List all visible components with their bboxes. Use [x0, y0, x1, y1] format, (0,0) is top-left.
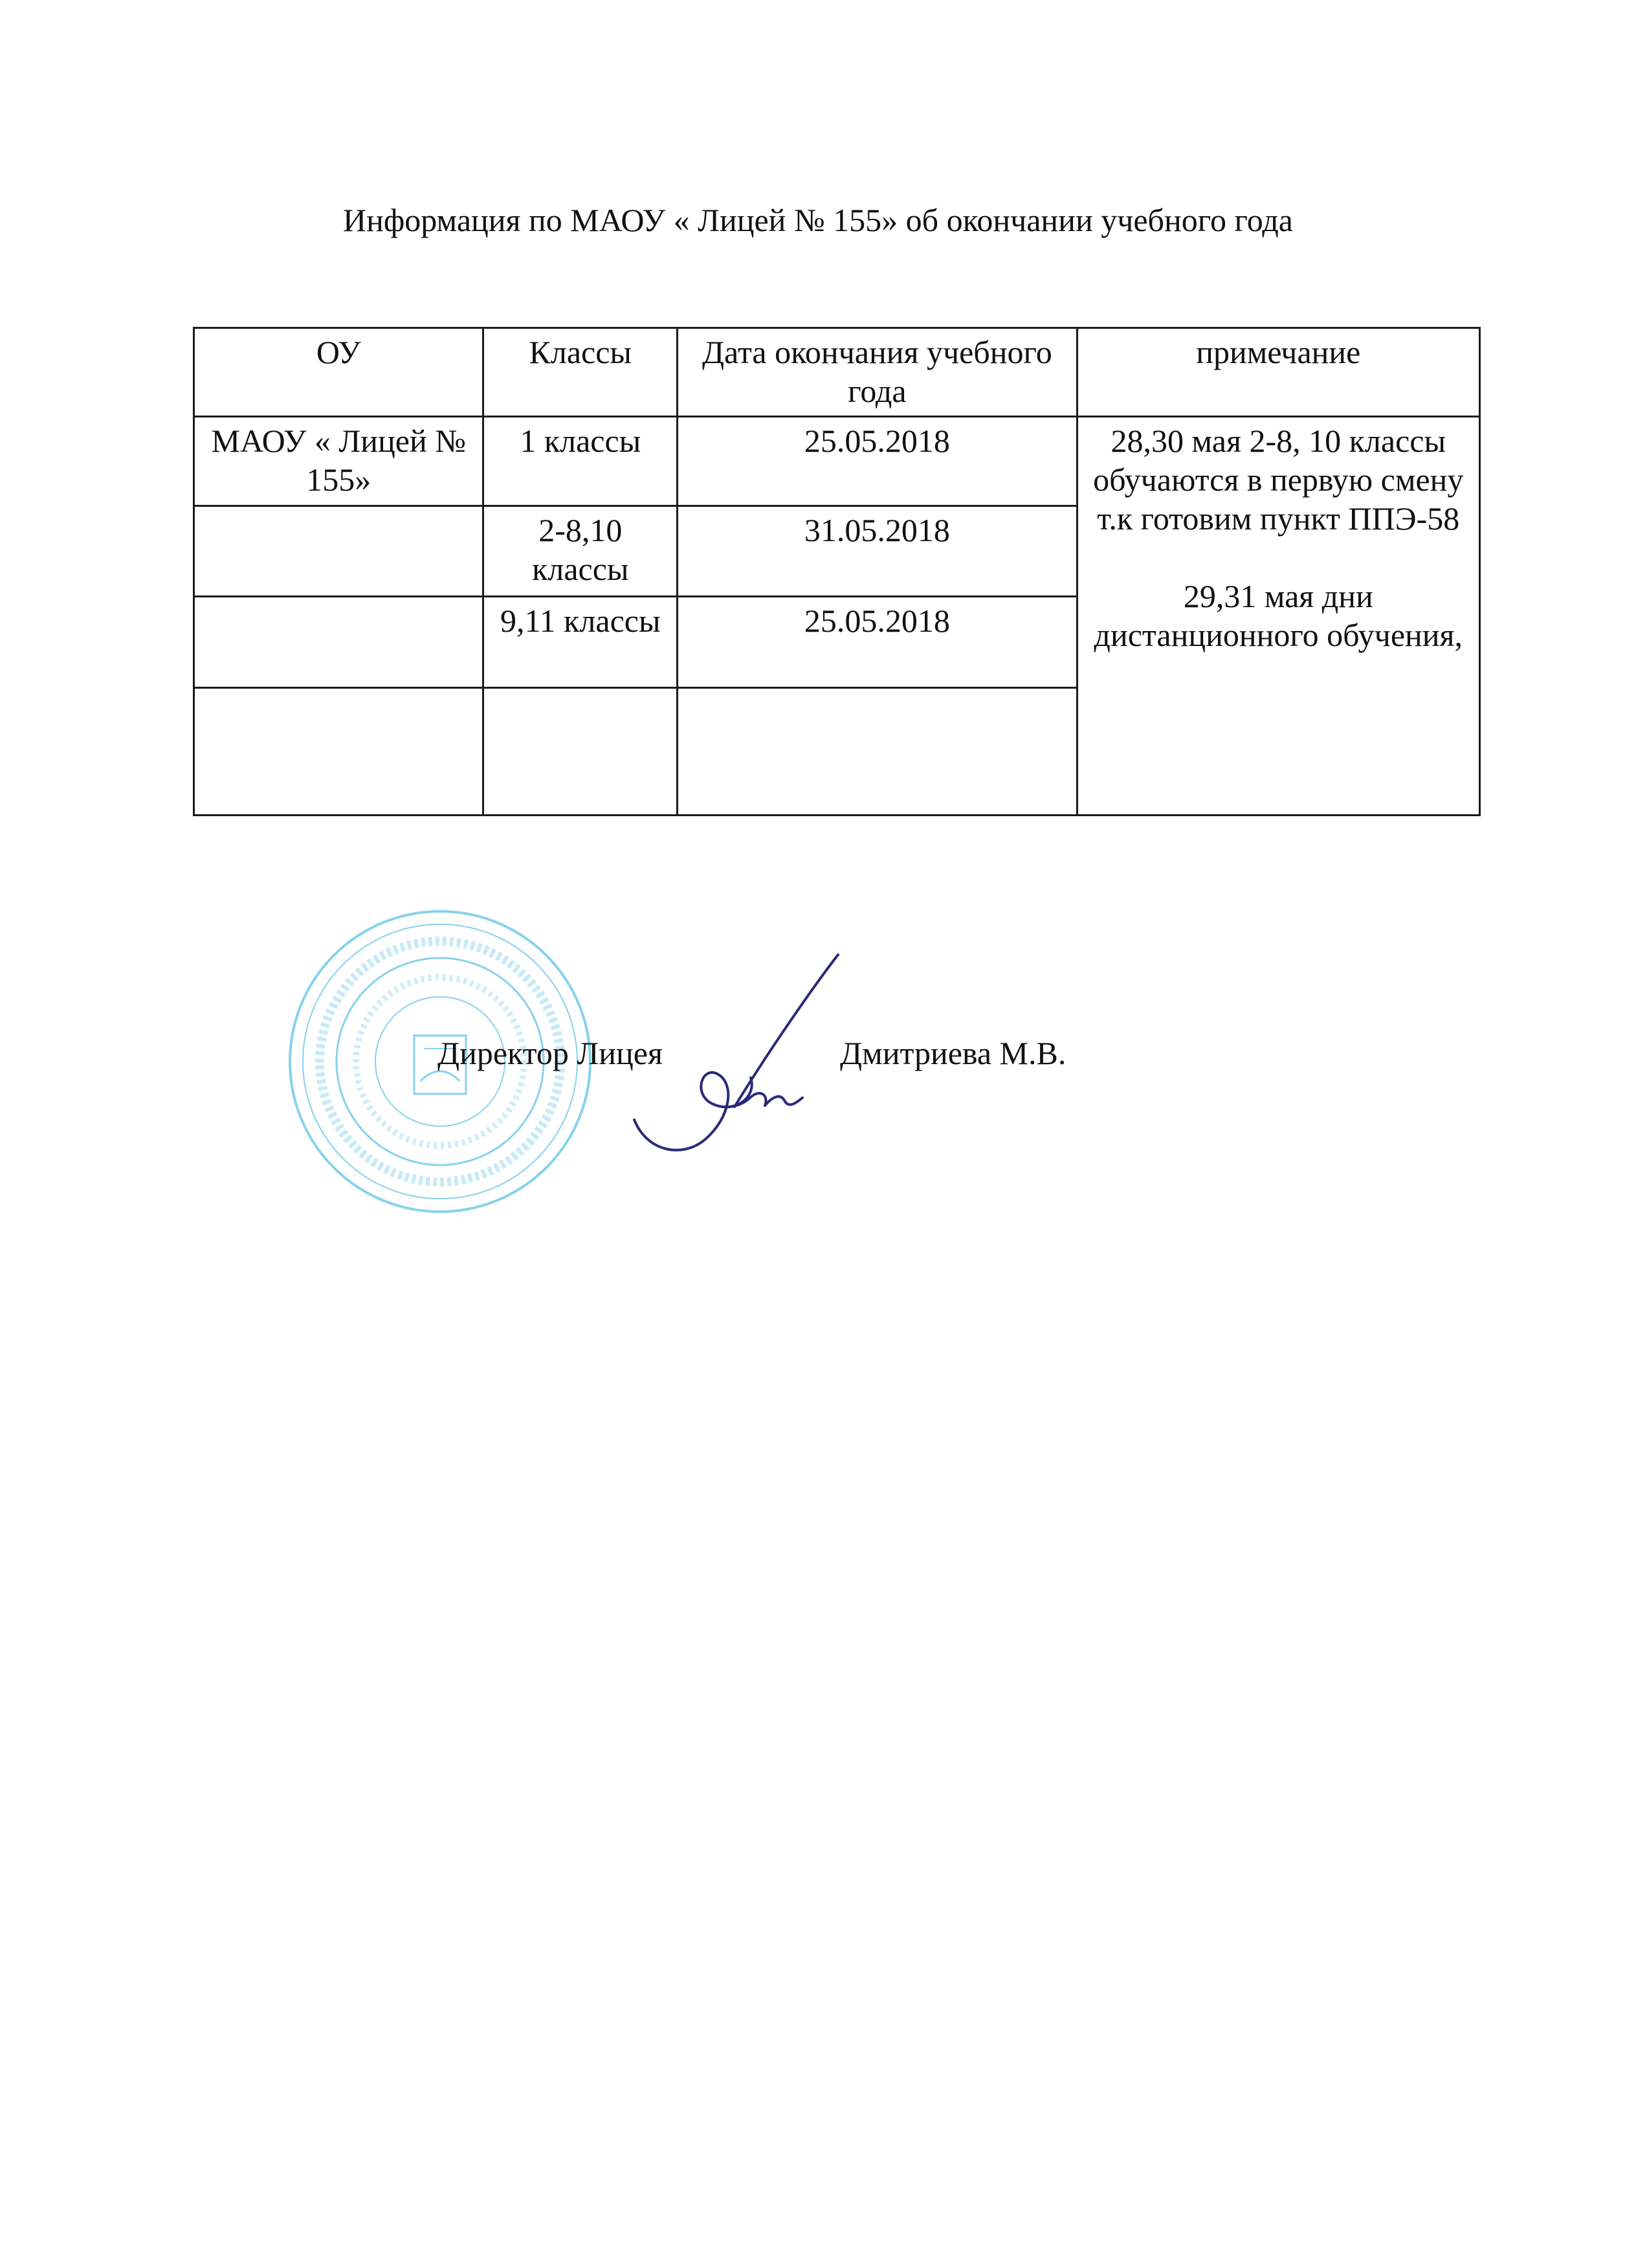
cell-classes: [483, 688, 678, 816]
cell-ou: [194, 597, 483, 688]
table-row: [194, 417, 1480, 506]
cell-ou: [194, 506, 483, 597]
cell-note: [1077, 417, 1479, 816]
note-text-part2: 29,31 мая дни дистанционного обучения,: [1094, 578, 1463, 653]
header-end-date: Дата окончания учебного года: [678, 328, 1077, 417]
table-header-row: [194, 328, 1480, 417]
cell-date: [678, 688, 1077, 816]
cell-ou: МАОУ « Лицей № 155»: [194, 417, 483, 506]
header-note: примечание: [1077, 328, 1479, 417]
info-table: [193, 327, 1481, 816]
note-gap: [1083, 538, 1474, 577]
cell-date: 25.05.2018: [678, 597, 1077, 688]
header-ou: ОУ: [194, 328, 483, 417]
signature-name: Дмитриева М.В.: [840, 1035, 1067, 1071]
document-title: Информация по МАОУ « Лицей № 155» об окончании учебного года: [343, 202, 1293, 238]
cell-classes: 2-8,10 классы: [483, 506, 678, 597]
cell-ou: [194, 688, 483, 816]
header-classes: Классы: [483, 328, 678, 417]
cell-date: 31.05.2018: [678, 506, 1077, 597]
cell-classes: 9,11 классы: [483, 597, 678, 688]
cell-classes: 1 классы: [483, 417, 678, 506]
note-text-part1: 28,30 мая 2-8, 10 классы обучаются в первую смену т.к готовим пункт ППЭ-58: [1093, 423, 1464, 537]
signature-role: Директор Лицея: [437, 1035, 663, 1071]
cell-date: 25.05.2018: [678, 417, 1077, 506]
